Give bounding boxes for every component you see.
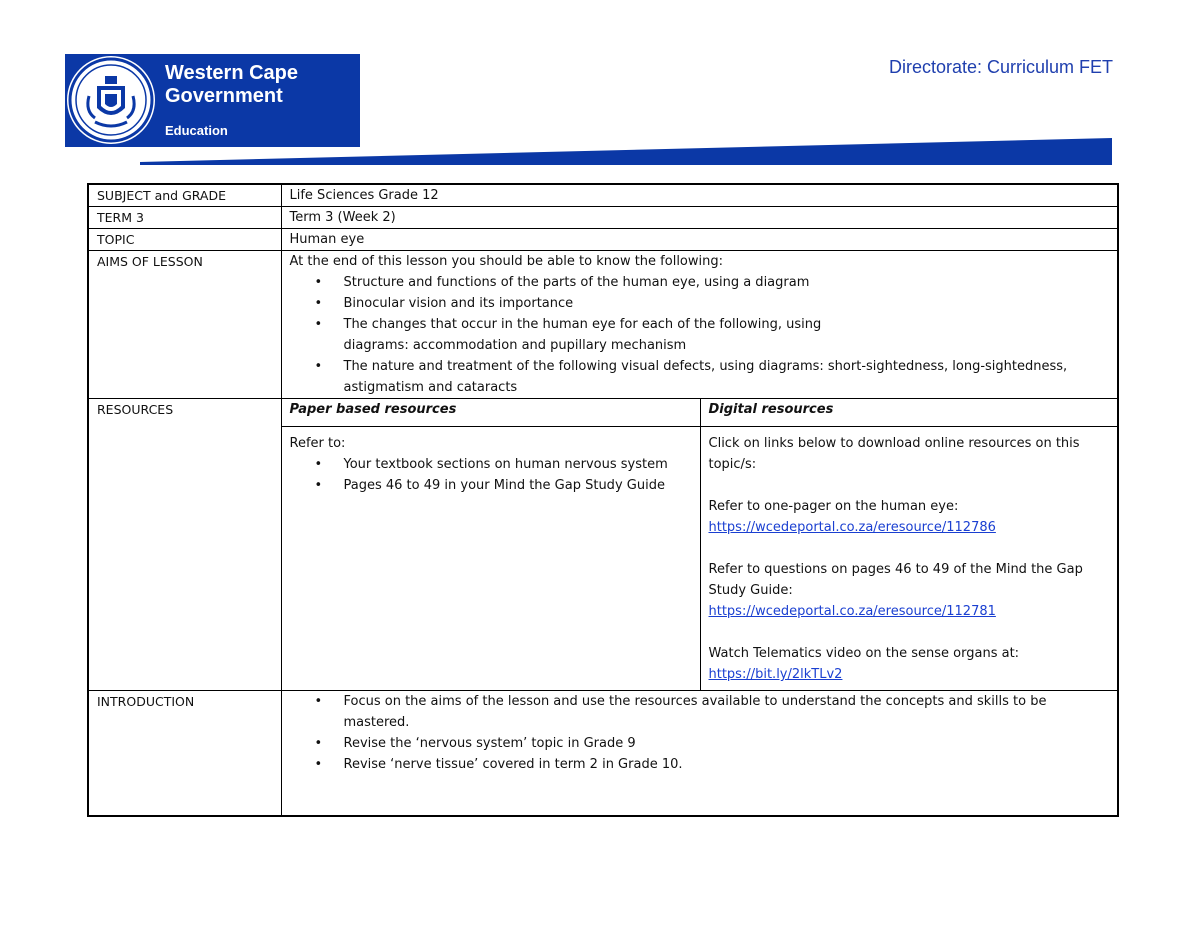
resources-label: RESOURCES	[88, 399, 281, 691]
digital-intro: Click on links below to download online resources on this topic/s:	[708, 436, 1080, 472]
list-item: • Pages 46 to 49 in your Mind the Gap Study Guide	[290, 475, 692, 496]
list-item: • Binocular vision and its importance	[290, 293, 1110, 314]
onepager-link[interactable]: https://wcedeportal.co.za/eresource/112786	[708, 520, 996, 535]
introduction-list	[290, 691, 1110, 775]
logo-title-line1: Western Cape	[165, 62, 299, 84]
row-aims	[88, 251, 1118, 399]
paper-resources-cell	[281, 427, 700, 691]
subject-label: SUBJECT and GRADE	[88, 184, 281, 207]
aims-intro: At the end of this lesson you should be able to know the following:	[289, 254, 724, 269]
directorate-label: Directorate: Curriculum FET	[888, 57, 1113, 77]
row-introduction	[88, 691, 1118, 816]
digital-ref-video: Watch Telematics video on the sense organs at:	[708, 646, 1020, 661]
introduction-label: INTRODUCTION	[88, 691, 281, 816]
subject-value: Life Sciences Grade 12	[281, 184, 1118, 207]
paper-list	[290, 454, 692, 496]
logo-title-line2: Government	[165, 85, 283, 107]
video-link[interactable]: https://bit.ly/2lkTLv2	[708, 667, 843, 682]
coat-of-arms-icon	[67, 56, 155, 144]
questions-link[interactable]: https://wcedeportal.co.za/eresource/112781	[708, 604, 996, 619]
list-item: • Focus on the aims of the lesson and use the resources available to understand the concepts and skills to be mastered.	[290, 691, 1110, 733]
aims-cell	[281, 251, 1118, 399]
wcg-logo	[65, 54, 360, 147]
introduction-cell	[281, 691, 1118, 816]
digital-ref-questions: Refer to questions on pages 46 to 49 of the Mind the Gap Study Guide:	[708, 562, 1083, 598]
list-item: • Your textbook sections on human nervous system	[290, 454, 692, 475]
digital-resources-heading: Digital resources	[700, 399, 1118, 427]
row-term	[88, 207, 1118, 229]
term-value: Term 3 (Week 2)	[281, 207, 1118, 229]
list-item: • The changes that occur in the human eye for each of the following, using diagrams: accommodation and pupillary mechanism	[290, 314, 1110, 356]
row-subject	[88, 184, 1118, 207]
list-item: • The nature and treatment of the following visual defects, using diagrams: short-sightedness, long-sightedness, astigmatism and cataracts	[290, 356, 1110, 398]
aims-list	[290, 272, 1110, 398]
aims-label: AIMS OF LESSON	[88, 251, 281, 399]
topic-value: Human eye	[281, 229, 1118, 251]
list-item: • Revise the ‘nervous system’ topic in Grade 9	[290, 733, 1110, 754]
list-item: • Structure and functions of the parts of the human eye, using a diagram	[290, 272, 1110, 293]
lesson-table	[87, 183, 1119, 817]
row-topic	[88, 229, 1118, 251]
paper-intro: Refer to:	[289, 436, 346, 451]
term-label: TERM 3	[88, 207, 281, 229]
logo-subtitle: Education	[165, 123, 228, 138]
topic-label: TOPIC	[88, 229, 281, 251]
row-resources-heading	[88, 399, 1118, 427]
paper-resources-heading: Paper based resources	[281, 399, 700, 427]
list-item: • Revise ‘nerve tissue’ covered in term 2 in Grade 10.	[290, 754, 1110, 775]
digital-ref-onepager: Refer to one-pager on the human eye:	[708, 499, 959, 514]
digital-resources-cell	[700, 427, 1118, 691]
